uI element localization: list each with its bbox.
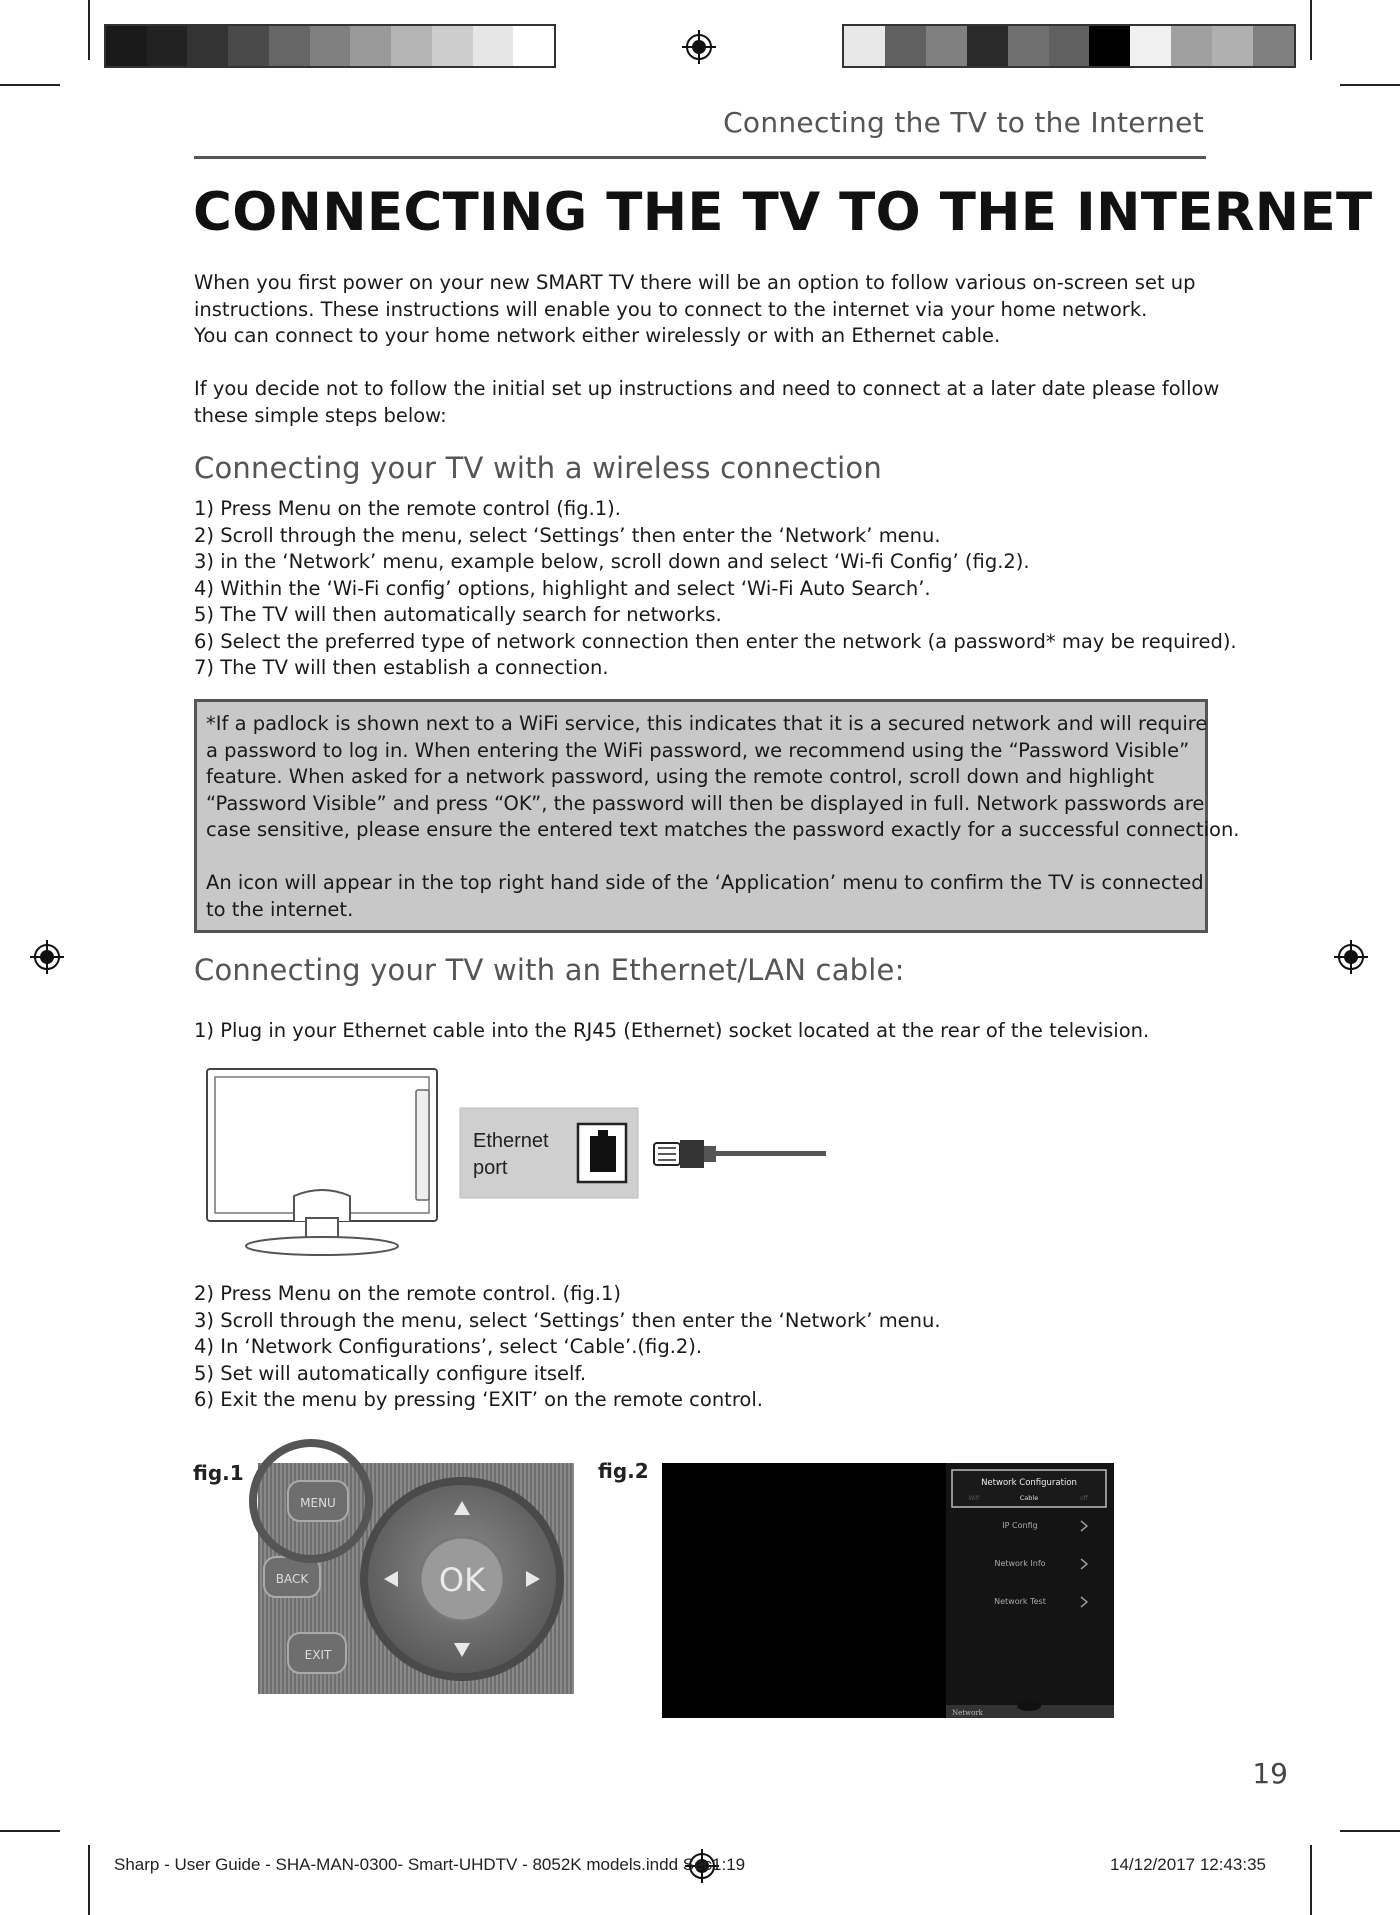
ethernet-port-panel <box>460 1108 638 1198</box>
ethernet-heading: Connecting your TV with an Ethernet/LAN cable: <box>194 953 905 987</box>
color-swatch <box>844 26 885 66</box>
color-swatch <box>147 26 188 66</box>
color-swatch <box>1089 26 1130 66</box>
fig2-label: fig.2 <box>598 1459 649 1483</box>
menu-tab: off <box>1080 1495 1088 1502</box>
color-swatch <box>1253 26 1294 66</box>
menu-title: Network Configuration <box>981 1478 1077 1488</box>
color-swatch <box>350 26 391 66</box>
note-line: a password to log in. When entering the WiFi password, we recommend using the “Password Visible” <box>206 738 1190 762</box>
color-swatch <box>1008 26 1049 66</box>
color-swatch <box>432 26 473 66</box>
intro-line: When you first power on your new SMART TV there will be an option to follow various on-screen set up <box>194 271 1196 294</box>
note-line: feature. When asked for a network password, using the remote control, scroll down and highlight <box>206 765 1155 788</box>
note-line: *If a padlock is shown next to a WiFi service, this indicates that it is a secured network and will require <box>206 712 1208 735</box>
note-line: “Password Visible” and press “OK”, the password will then be displayed in full. Network passwords are <box>206 791 1205 815</box>
header-rule <box>194 156 1206 159</box>
intro-line: You can connect to your home network either wirelessly or with an Ethernet cable. <box>194 324 1001 347</box>
wireless-heading: Connecting your TV with a wireless connection <box>194 451 882 485</box>
registration-mark-icon <box>1334 940 1368 974</box>
color-swatch <box>310 26 351 66</box>
menu-tab: Wifi <box>968 1495 980 1502</box>
print-slug-file: Sharp - User Guide - SHA-MAN-0300- Smart-UHDTV - 8052K models.indd Sec1:19 <box>114 1855 746 1874</box>
tv-illustration <box>207 1069 437 1255</box>
note-line: to the internet. <box>206 897 354 921</box>
color-calibration-bar-right <box>842 24 1296 68</box>
menu-item: IP Config <box>1002 1521 1038 1530</box>
wireless-steps <box>194 496 1237 682</box>
menu-tab-selected: Cable <box>1019 1494 1039 1502</box>
network-menu-screen <box>662 1463 1114 1718</box>
screen-footer: Network <box>952 1709 983 1717</box>
step-item: 4) In ‘Network Configurations’, select ‘Cable’.(fig.2). <box>194 1335 703 1358</box>
color-swatch <box>269 26 310 66</box>
back-button-label: BACK <box>275 1572 309 1586</box>
color-swatch <box>106 26 147 66</box>
color-swatch <box>473 26 514 66</box>
page-number: 19 <box>1252 1757 1288 1790</box>
step-item: 2) Press Menu on the remote control. (fig.1) <box>194 1282 621 1305</box>
step-item: 7) The TV will then establish a connection. <box>194 656 609 679</box>
registration-mark-icon <box>682 30 716 64</box>
step-item: 4) Within the ‘Wi-Fi config’ options, highlight and select ‘Wi-Fi Auto Search’. <box>194 576 931 600</box>
step-item: 1) Press Menu on the remote control (fig.1). <box>194 497 621 520</box>
step-item: 6) Select the preferred type of network connection then enter the network (a password* may be required). <box>194 629 1237 653</box>
step-item: 1) Plug in your Ethernet cable into the RJ45 (Ethernet) socket located at the rear of the television. <box>194 1019 1150 1042</box>
ethernet-connection-illustration <box>206 1068 826 1256</box>
ok-button: OK <box>438 1561 486 1599</box>
color-swatch <box>885 26 926 66</box>
step-item: 5) Set will automatically configure itself. <box>194 1361 587 1385</box>
page-title: CONNECTING THE TV TO THE INTERNET <box>193 182 1373 243</box>
color-swatch <box>513 26 554 66</box>
wifi-password-note <box>194 699 1240 933</box>
step-item: 3) in the ‘Network’ menu, example below, scroll down and select ‘Wi-fi Config’ (fig.2). <box>194 550 1030 573</box>
step-item: 3) Scroll through the menu, select ‘Settings’ then enter the ‘Network’ menu. <box>194 1308 941 1332</box>
color-swatch <box>1130 26 1171 66</box>
note-line: An icon will appear in the top right hand side of the ‘Application’ menu to confirm the TV is connected <box>206 871 1204 894</box>
color-swatch <box>1212 26 1253 66</box>
color-swatch <box>1171 26 1212 66</box>
port-label: Ethernet <box>473 1130 549 1152</box>
ethernet-cable-icon <box>654 1140 826 1168</box>
menu-item: Network Info <box>994 1559 1046 1568</box>
color-calibration-bar-left <box>104 24 556 68</box>
color-swatch <box>391 26 432 66</box>
step-item: 5) The TV will then automatically search for networks. <box>194 603 722 626</box>
intro-paragraph-2 <box>194 376 1224 429</box>
port-label: port <box>473 1157 508 1179</box>
step-item: 2) Scroll through the menu, select ‘Settings’ then enter the ‘Network’ menu. <box>194 523 941 547</box>
exit-button-label: EXIT <box>304 1648 332 1662</box>
color-swatch <box>228 26 269 66</box>
intro-line: these simple steps below: <box>194 403 447 427</box>
ethernet-step-1 <box>194 1018 1224 1045</box>
intro-line: instructions. These instructions will enable you to connect to the internet via your home network. <box>194 297 1148 321</box>
print-slug-date: 14/12/2017 12:43:35 <box>1110 1855 1266 1874</box>
registration-mark-icon <box>30 940 64 974</box>
step-item: 6) Exit the menu by pressing ‘EXIT’ on the remote control. <box>194 1388 763 1411</box>
menu-item: Network Test <box>994 1597 1046 1606</box>
menu-highlight-circle <box>246 1436 376 1566</box>
note-line: case sensitive, please ensure the entered text matches the password exactly for a successful connection. <box>206 818 1240 841</box>
intro-paragraph <box>194 270 1224 350</box>
color-swatch <box>187 26 228 66</box>
color-swatch <box>1049 26 1090 66</box>
ethernet-steps <box>194 1281 1224 1414</box>
fig1-label: fig.1 <box>193 1461 244 1485</box>
menu-button-label: MENU <box>300 1496 336 1510</box>
color-swatch <box>967 26 1008 66</box>
intro-line: If you decide not to follow the initial set up instructions and need to connect at a later date please follow <box>194 377 1220 400</box>
running-head: Connecting the TV to the Internet <box>723 106 1204 139</box>
color-swatch <box>926 26 967 66</box>
